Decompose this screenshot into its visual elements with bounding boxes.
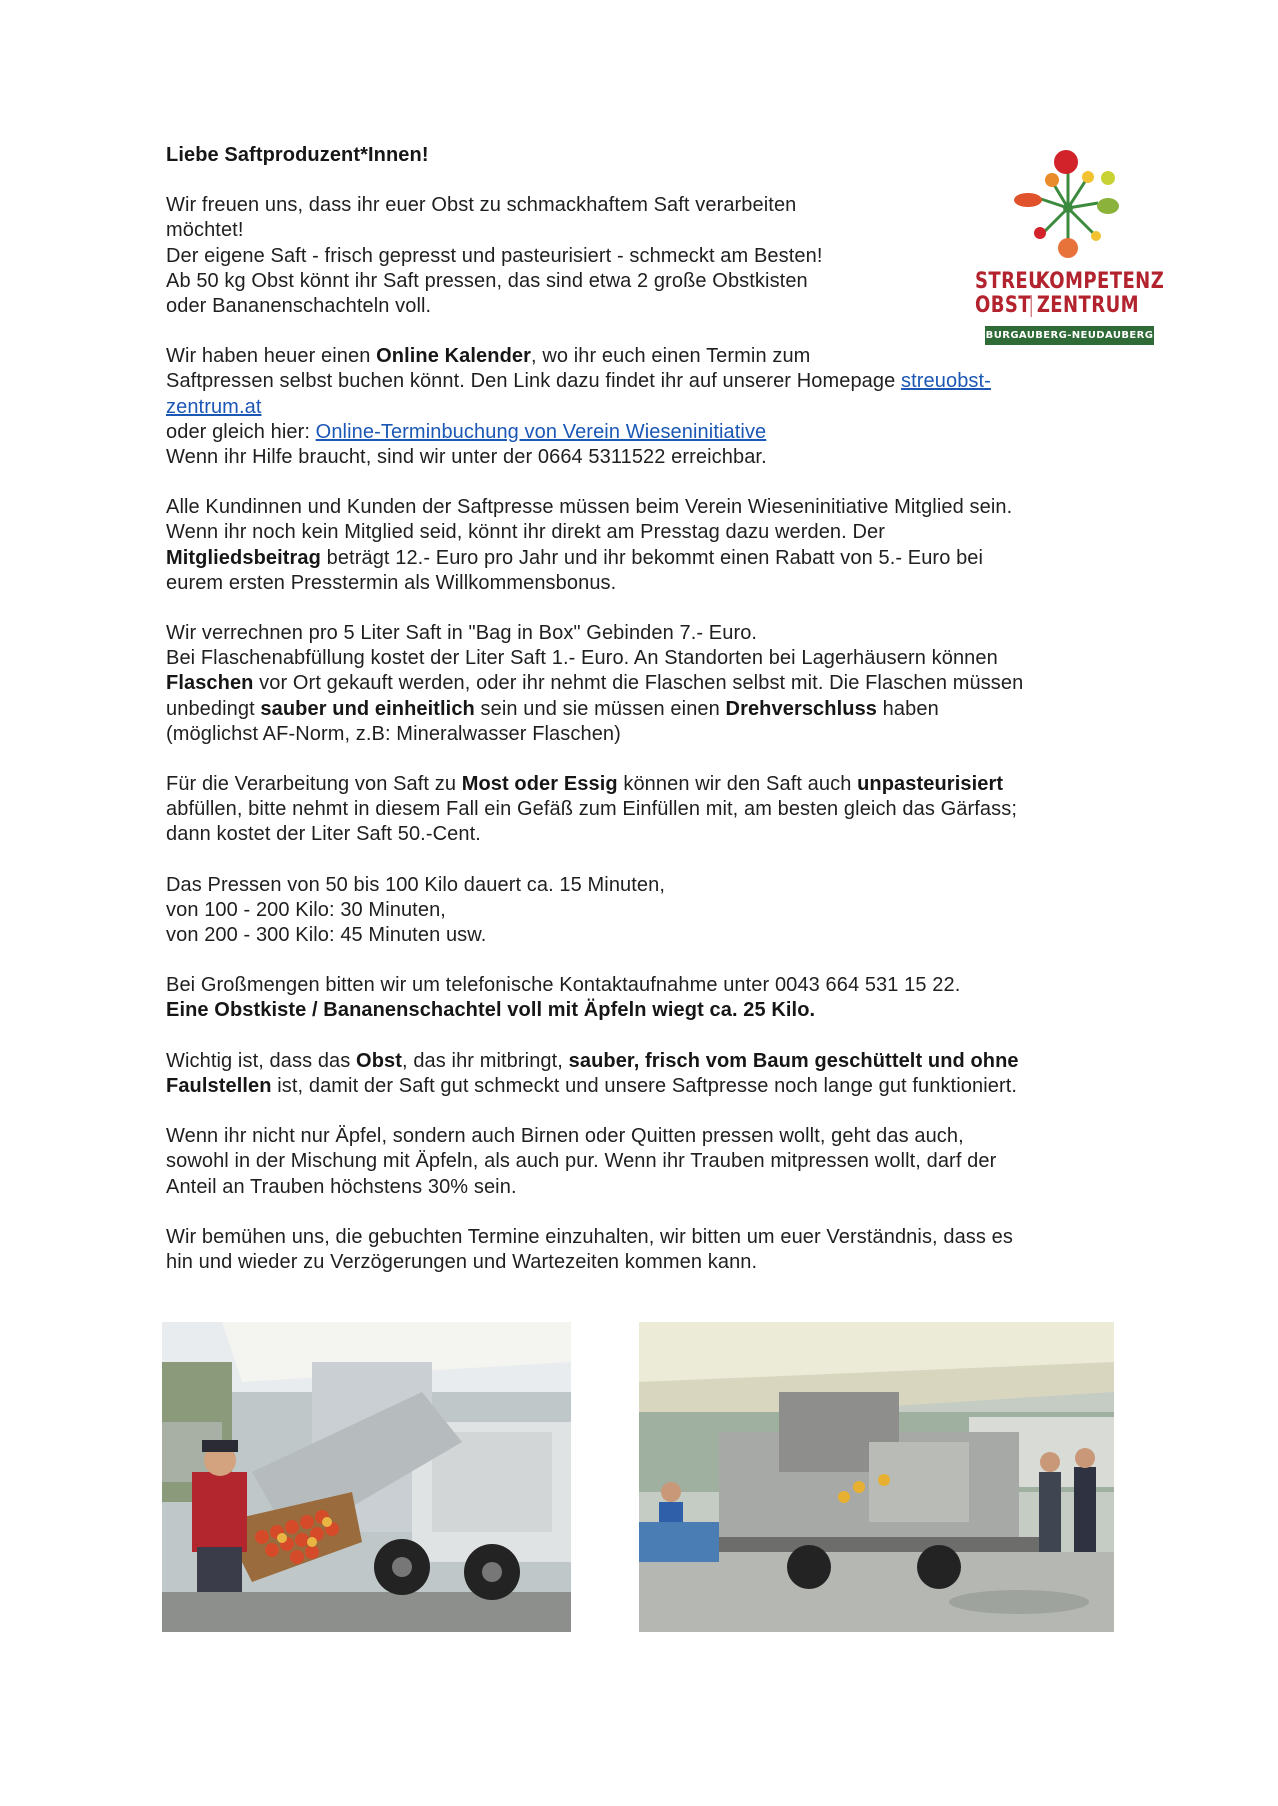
text-line: Flaschen vor Ort gekauft werden, oder ihr nehmt die Flaschen selbst mit. Die Flaschen müssen	[166, 672, 1024, 695]
screw-cap-bold: Drehverschluss	[725, 697, 878, 720]
text-line: Alle Kundinnen und Kunden der Saftpresse müssen beim Verein Wieseninitiative Mitglied sein.	[166, 496, 1013, 519]
logo-word-obst: OBST	[975, 293, 1032, 318]
text-line: Saftpressen selbst buchen könnt. Den Link dazu findet ihr auf unserer Homepage streuobst-	[166, 370, 991, 393]
logo-word-streu: STREU	[975, 269, 1044, 294]
photo-apple-loading	[162, 1322, 571, 1632]
logo-location-band: BURGAUBERG-NEUDAUBERG	[985, 326, 1154, 345]
text-line: Wenn ihr noch kein Mitglied seid, könnt ihr direkt am Presstag dazu werden. Der	[166, 521, 885, 544]
fruit-quality-bold: sauber, frisch vom Baum geschüttelt und ohne	[568, 1049, 1019, 1072]
logo-word-kompetenz: KOMPETENZ	[1035, 269, 1165, 294]
text-line: möchtet!	[166, 219, 244, 242]
text-line: Bei Flaschenabfüllung kostet der Liter Saft 1.- Euro. An Standorten bei Lagerhäusern können	[166, 647, 998, 670]
rot-spots-bold: Faulstellen	[166, 1074, 272, 1097]
text-line: Wir freuen uns, dass ihr euer Obst zu schmackhaftem Saft verarbeiten	[166, 194, 797, 217]
text-line	[166, 395, 1126, 420]
unpasteurized-bold: unpasteurisiert	[857, 773, 1004, 796]
text-line: eurem ersten Presstermin als Willkommensbonus.	[166, 571, 617, 594]
text-line: hin und wieder zu Verzögerungen und Wartezeiten kommen kann.	[166, 1250, 758, 1273]
text-line: abfüllen, bitte nehmt in diesem Fall ein Gefäß zum Einfüllen mit, am besten gleich das Gärfass;	[166, 798, 1018, 821]
text-line: (möglichst AF-Norm, z.B: Mineralwasser Flaschen)	[166, 722, 621, 745]
paragraph-online-calendar	[166, 344, 1126, 470]
paragraph-cider-vinegar	[166, 772, 1126, 848]
logo-word-zentrum: ZENTRUM	[1036, 293, 1139, 318]
photo-mobile-press	[639, 1322, 1114, 1632]
text-line: Faulstellen ist, damit der Saft gut schmeckt und unsere Saftpresse noch lange gut funktioniert.	[166, 1074, 1018, 1097]
text-line: oder Bananenschachteln voll.	[166, 295, 432, 318]
paragraph-pricing	[166, 621, 1126, 747]
text-line: Wenn ihr nicht nur Äpfel, sondern auch Birnen oder Quitten pressen wollt, geht das auch,	[166, 1125, 964, 1148]
text-line: Anteil an Trauben höchstens 30% sein.	[166, 1175, 517, 1198]
bottles-bold: Flaschen	[166, 672, 254, 695]
text-line: oder gleich hier: Online-Terminbuchung von Verein Wieseninitiative	[166, 420, 767, 443]
text-line: Bei Großmengen bitten wir um telefonische Kontaktaufnahme unter 0043 664 531 15 22.	[166, 974, 961, 997]
text-line: von 200 - 300 Kilo: 45 Minuten usw.	[166, 924, 487, 947]
online-calendar-bold: Online Kalender	[376, 345, 531, 368]
text-line: Der eigene Saft - frisch gepresst und pasteurisiert - schmeckt am Besten!	[166, 244, 823, 267]
text-line: Das Pressen von 50 bis 100 Kilo dauert ca. 15 Minuten,	[166, 873, 666, 896]
text-line: Wenn ihr Hilfe braucht, sind wir unter der 0664 5311522 erreichbar.	[166, 446, 767, 469]
cider-vinegar-bold: Most oder Essig	[461, 773, 618, 796]
greeting: Liebe Saftproduzent*Innen!	[166, 144, 429, 166]
paragraph-large-quantities	[166, 973, 1126, 1023]
booking-link[interactable]: Online-Terminbuchung von Verein Wieseninitiative	[315, 420, 767, 443]
crate-weight-bold: Eine Obstkiste / Bananenschachtel voll mit Äpfeln wiegt ca. 25 Kilo.	[166, 999, 816, 1022]
text-line: Mitgliedsbeitrag beträgt 12.- Euro pro Jahr und ihr bekommt einen Rabatt von 5.- Euro bei	[166, 546, 984, 569]
clean-uniform-bold: sauber und einheitlich	[260, 697, 475, 720]
homepage-link[interactable]: streuobst-	[901, 370, 991, 393]
homepage-link-continued[interactable]: zentrum.at	[166, 395, 262, 418]
text-line: Für die Verarbeitung von Saft zu Most oder Essig können wir den Saft auch unpasteurisiert	[166, 773, 1004, 796]
text-line: Wir bemühen uns, die gebuchten Termine einzuhalten, wir bitten um euer Verständnis, dass es	[166, 1225, 1013, 1248]
text-line: Wir verrechnen pro 5 Liter Saft in "Bag in Box" Gebinden 7.- Euro.	[166, 622, 758, 645]
paragraph-duration	[166, 873, 1126, 949]
text-line: sowohl in der Mischung mit Äpfeln, als auch pur. Wenn ihr Trauben mitpressen wollt, darf der	[166, 1150, 997, 1173]
paragraph-fruit-quality	[166, 1049, 1126, 1099]
paragraph-appointments	[166, 1225, 1126, 1275]
text-line: Wichtig ist, dass das Obst, das ihr mitbringt, sauber, frisch vom Baum geschüttelt und ohne	[166, 1049, 1019, 1072]
letter-body	[166, 143, 1126, 1300]
fruit-bold: Obst	[356, 1049, 403, 1072]
text-line: Wir haben heuer einen Online Kalender, wo ihr euch einen Termin zum	[166, 345, 811, 368]
paragraph-membership	[166, 495, 1126, 596]
text-line: von 100 - 200 Kilo: 30 Minuten,	[166, 898, 446, 921]
text-line: dann kostet der Liter Saft 50.-Cent.	[166, 823, 481, 846]
membership-fee-bold: Mitgliedsbeitrag	[166, 546, 321, 569]
text-line: Ab 50 kg Obst könnt ihr Saft pressen, das sind etwa 2 große Obstkisten	[166, 269, 808, 292]
text-line: unbedingt sauber und einheitlich sein und sie müssen einen Drehverschluss haben	[166, 697, 939, 720]
paragraph-fruit-types	[166, 1124, 1126, 1200]
paragraph-intro	[166, 193, 1126, 319]
